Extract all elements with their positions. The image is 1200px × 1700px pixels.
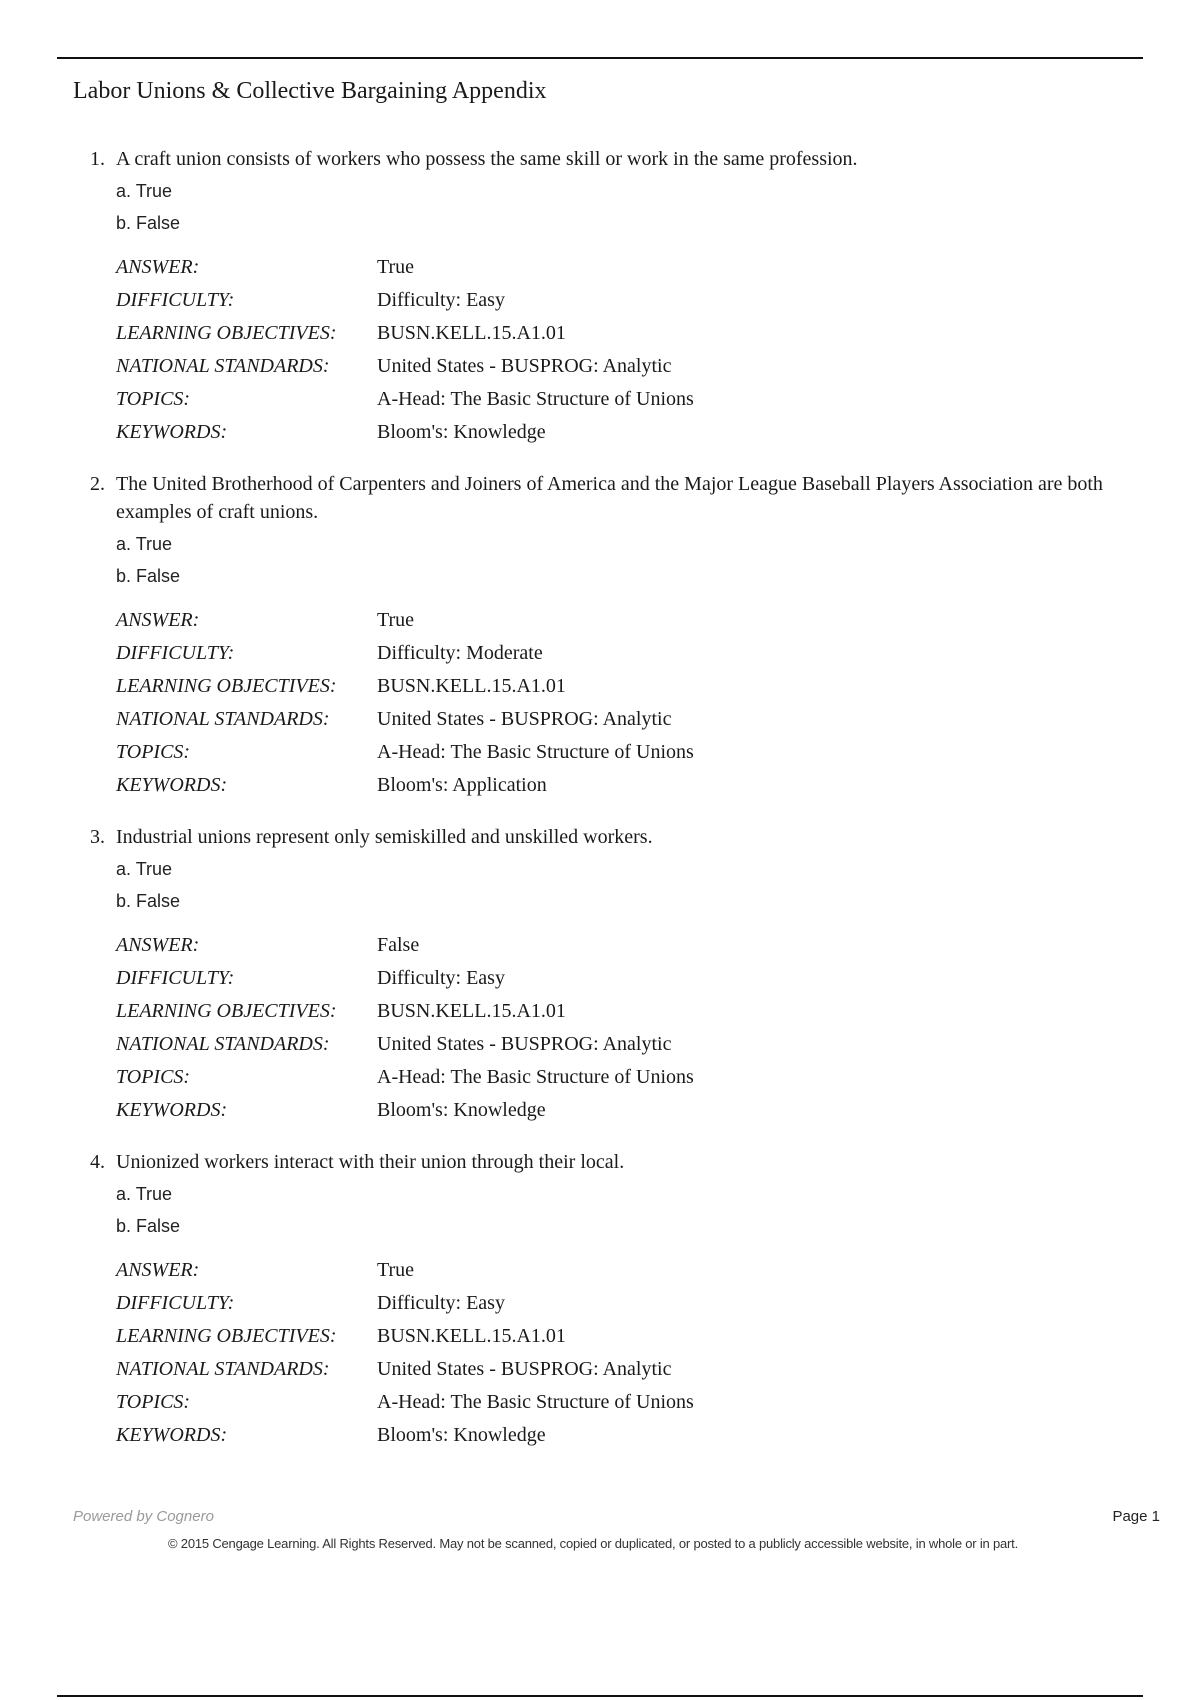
meta-key: KEYWORDS: bbox=[116, 421, 228, 443]
question-3 bbox=[90, 823, 1150, 1127]
meta-key: DIFFICULTY: bbox=[116, 967, 235, 989]
meta-key: DIFFICULTY: bbox=[116, 642, 235, 664]
meta-key: DIFFICULTY: bbox=[116, 1292, 235, 1314]
meta-key: ANSWER: bbox=[116, 609, 200, 631]
question-stem bbox=[90, 1148, 1150, 1176]
meta-key: ANSWER: bbox=[116, 1259, 200, 1281]
meta-key: LEARNING OBJECTIVES: bbox=[116, 1325, 337, 1347]
question-number: 2. bbox=[90, 473, 105, 495]
meta-value: True bbox=[377, 1259, 415, 1281]
meta-value: United States - BUSPROG: Analytic bbox=[377, 1358, 672, 1380]
meta-row-national-standards bbox=[116, 703, 694, 736]
meta-value: A-Head: The Basic Structure of Unions bbox=[377, 741, 694, 763]
bottom-rule bbox=[57, 1695, 1143, 1697]
meta-key: TOPICS: bbox=[116, 1391, 191, 1413]
meta-key: NATIONAL STANDARDS: bbox=[116, 708, 330, 730]
meta-row-national-standards bbox=[116, 350, 694, 383]
document-title: Labor Unions & Collective Bargaining Appendix bbox=[73, 78, 547, 104]
meta-row-topics bbox=[116, 1061, 694, 1094]
meta-key: NATIONAL STANDARDS: bbox=[116, 355, 330, 377]
meta-value: Difficulty: Easy bbox=[377, 1292, 505, 1314]
meta-value: United States - BUSPROG: Analytic bbox=[377, 1033, 672, 1055]
answer-options bbox=[116, 1178, 1150, 1242]
meta-row-answer bbox=[116, 929, 694, 962]
meta-row-topics bbox=[116, 1386, 694, 1419]
meta-value: True bbox=[377, 609, 415, 631]
meta-row-keywords bbox=[116, 416, 694, 449]
meta-key: NATIONAL STANDARDS: bbox=[116, 1033, 330, 1055]
option-false: b. False bbox=[116, 213, 181, 233]
meta-key: KEYWORDS: bbox=[116, 774, 228, 796]
meta-key: NATIONAL STANDARDS: bbox=[116, 1358, 330, 1380]
meta-value: Bloom's: Knowledge bbox=[377, 421, 546, 443]
meta-key: TOPICS: bbox=[116, 741, 191, 763]
option-false: b. False bbox=[116, 891, 181, 911]
meta-row-learning-objectives bbox=[116, 1320, 694, 1353]
meta-key: TOPICS: bbox=[116, 1066, 191, 1088]
meta-value: Difficulty: Easy bbox=[377, 289, 505, 311]
question-metadata bbox=[116, 604, 694, 802]
meta-row-difficulty bbox=[116, 637, 694, 670]
meta-value: A-Head: The Basic Structure of Unions bbox=[377, 388, 694, 410]
option-true: a. True bbox=[116, 859, 173, 879]
meta-value: True bbox=[377, 256, 415, 278]
answer-options bbox=[116, 175, 1150, 239]
question-number: 1. bbox=[90, 148, 105, 170]
meta-value: A-Head: The Basic Structure of Unions bbox=[377, 1066, 694, 1088]
meta-key: KEYWORDS: bbox=[116, 1099, 228, 1121]
meta-value: BUSN.KELL.15.A1.01 bbox=[377, 675, 566, 697]
meta-row-topics bbox=[116, 383, 694, 416]
meta-row-national-standards bbox=[116, 1353, 694, 1386]
question-stem bbox=[90, 145, 1150, 173]
question-text: Unionized workers interact with their union through their local. bbox=[116, 1151, 625, 1173]
meta-row-national-standards bbox=[116, 1028, 694, 1061]
question-number: 3. bbox=[90, 826, 105, 848]
meta-row-keywords bbox=[116, 769, 694, 802]
option-false: b. False bbox=[116, 566, 181, 586]
meta-row-difficulty bbox=[116, 962, 694, 995]
copyright-notice: © 2015 Cengage Learning. All Rights Reserved. May not be scanned, copied or duplicated, or posted to a publicly accessible website, in whole or in part. bbox=[168, 1536, 1018, 1551]
question-text: The United Brotherhood of Carpenters and Joiners of America and the Major League Baseball Players Association are both examples of craft unions. bbox=[116, 473, 1103, 523]
meta-key: DIFFICULTY: bbox=[116, 289, 235, 311]
meta-key: TOPICS: bbox=[116, 388, 191, 410]
meta-value: BUSN.KELL.15.A1.01 bbox=[377, 1000, 566, 1022]
meta-key: ANSWER: bbox=[116, 256, 200, 278]
question-metadata bbox=[116, 251, 694, 449]
question-metadata bbox=[116, 1254, 694, 1452]
meta-value: BUSN.KELL.15.A1.01 bbox=[377, 1325, 566, 1347]
question-number: 4. bbox=[90, 1151, 105, 1173]
meta-row-keywords bbox=[116, 1094, 694, 1127]
meta-row-keywords bbox=[116, 1419, 694, 1452]
option-false: b. False bbox=[116, 1216, 181, 1236]
question-1 bbox=[90, 145, 1150, 449]
meta-value: Difficulty: Moderate bbox=[377, 642, 543, 664]
question-text: Industrial unions represent only semiskilled and unskilled workers. bbox=[116, 826, 653, 848]
meta-value: Bloom's: Knowledge bbox=[377, 1424, 546, 1446]
option-true: a. True bbox=[116, 534, 173, 554]
option-true: a. True bbox=[116, 181, 173, 201]
meta-row-difficulty bbox=[116, 284, 694, 317]
meta-key: LEARNING OBJECTIVES: bbox=[116, 1000, 337, 1022]
meta-value: BUSN.KELL.15.A1.01 bbox=[377, 322, 566, 344]
meta-key: LEARNING OBJECTIVES: bbox=[116, 675, 337, 697]
question-4 bbox=[90, 1148, 1150, 1452]
top-rule bbox=[57, 57, 1143, 59]
question-2 bbox=[90, 470, 1150, 802]
meta-key: ANSWER: bbox=[116, 934, 200, 956]
answer-options bbox=[116, 528, 1150, 592]
question-text: A craft union consists of workers who possess the same skill or work in the same profession. bbox=[116, 148, 858, 170]
meta-row-difficulty bbox=[116, 1287, 694, 1320]
meta-row-topics bbox=[116, 736, 694, 769]
meta-value: False bbox=[377, 934, 420, 956]
meta-row-learning-objectives bbox=[116, 317, 694, 350]
option-true: a. True bbox=[116, 1184, 173, 1204]
page-number: Page 1 bbox=[1112, 1508, 1160, 1525]
meta-value: Bloom's: Knowledge bbox=[377, 1099, 546, 1121]
meta-row-learning-objectives bbox=[116, 670, 694, 703]
meta-key: LEARNING OBJECTIVES: bbox=[116, 322, 337, 344]
question-stem bbox=[90, 470, 1150, 526]
powered-by-text: Powered by Cognero bbox=[73, 1508, 214, 1525]
meta-row-answer bbox=[116, 604, 694, 637]
meta-value: United States - BUSPROG: Analytic bbox=[377, 708, 672, 730]
meta-value: Bloom's: Application bbox=[377, 774, 547, 796]
question-metadata bbox=[116, 929, 694, 1127]
meta-key: KEYWORDS: bbox=[116, 1424, 228, 1446]
answer-options bbox=[116, 853, 1150, 917]
meta-row-learning-objectives bbox=[116, 995, 694, 1028]
question-stem bbox=[90, 823, 1150, 851]
meta-value: A-Head: The Basic Structure of Unions bbox=[377, 1391, 694, 1413]
meta-value: Difficulty: Easy bbox=[377, 967, 505, 989]
meta-row-answer bbox=[116, 251, 694, 284]
meta-value: United States - BUSPROG: Analytic bbox=[377, 355, 672, 377]
meta-row-answer bbox=[116, 1254, 694, 1287]
